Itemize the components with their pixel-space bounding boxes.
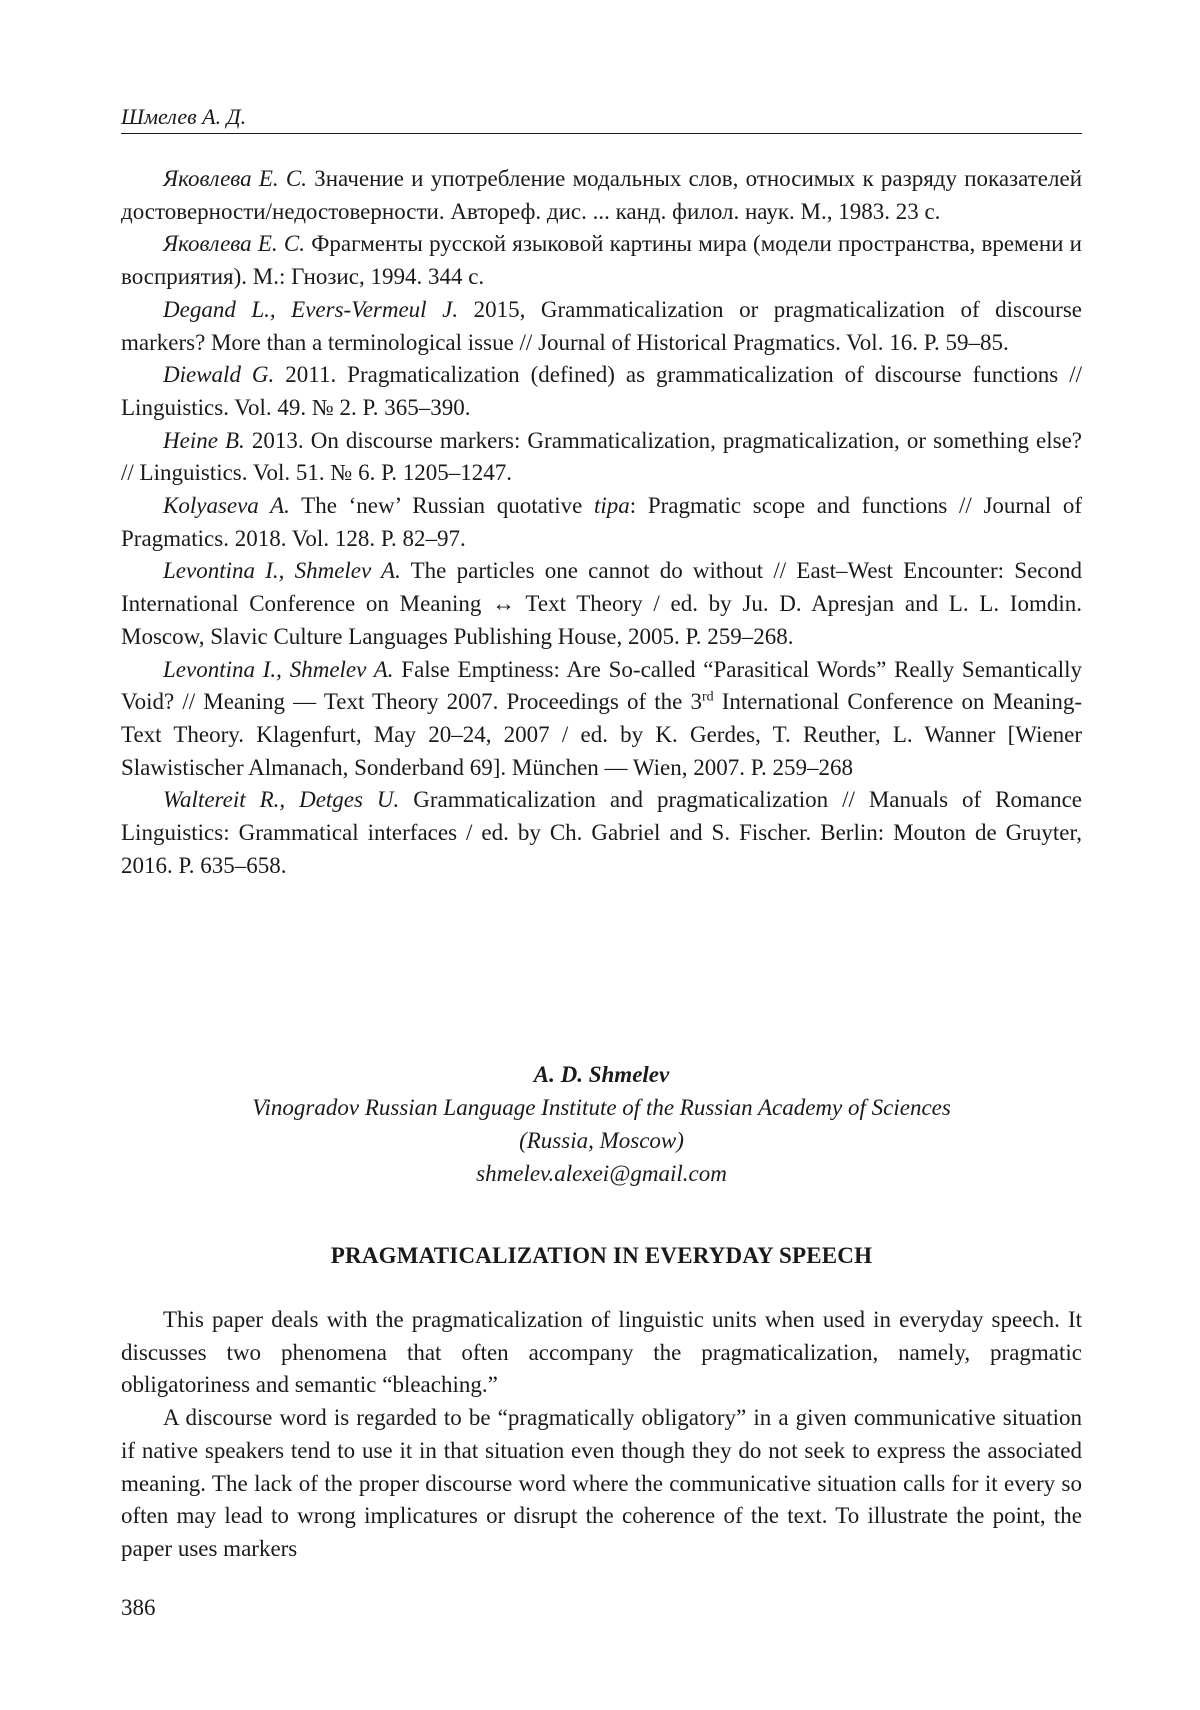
reference-text: False Emptiness: Are So-called “Parasitical Words” Really Semantically Void? // Meaning — Text Theory 2007. Proceedings of the 3 xyxy=(121,656,1082,715)
reference-text: : Pragmatic scope and functions // Journal of Pragmatics. 2018. Vol. 128. P. 82–97. xyxy=(121,493,1082,551)
reference-author: Levontina I., Shmelev A. xyxy=(163,656,394,682)
author-email: shmelev.alexei@gmail.com xyxy=(476,1161,727,1186)
reference-author: Degand L., Evers-Vermeul J. xyxy=(163,296,459,322)
reference-author: Levontina I., Shmelev A. xyxy=(163,558,401,584)
author-affiliation: Vinogradov Russian Language Institute of the Russian Academy of Sciences xyxy=(252,1095,951,1120)
reference-author: Яковлева Е. С. xyxy=(163,166,307,191)
reference-text: The ‘new’ Russian quotative xyxy=(289,493,594,519)
reference-item xyxy=(121,228,1082,293)
abstract-paragraph: This paper deals with the pragmaticalization of linguistic units when used in everyday speech. It discusses two phenomena that often accompany the pragmaticalization, namely, pragmatic obligatoriness and semantic “bleaching.” xyxy=(121,1307,1082,1398)
reference-text: Значение и употребление модальных слов, относимых к разряду показателей достоверности/недостоверности. Автореф. дис. ... канд. филол. наук. М., 1983. 23 с. xyxy=(121,166,1083,224)
reference-author: Kolyaseva A. xyxy=(163,493,290,519)
author-location: (Russia, Moscow) xyxy=(519,1128,684,1153)
author-name: A. D. Shmelev xyxy=(533,1062,670,1087)
article-title: PRAGMATICALIZATION IN EVERYDAY SPEECH xyxy=(330,1243,873,1268)
reference-text: 2015, Grammaticalization or pragmaticalization of discourse markers? More than a terminological issue // Journal of Historical Pragmatics. Vol. 16. P. 59–85. xyxy=(121,296,1083,355)
running-head: Шмелев А. Д. xyxy=(121,104,247,129)
reference-superscript: rd xyxy=(701,689,714,705)
reference-item xyxy=(121,359,1082,424)
reference-list xyxy=(121,163,1082,882)
reference-item xyxy=(121,784,1082,882)
reference-item xyxy=(121,425,1082,490)
reference-text: International Conference on Meaning-Text Theory. Klagenfurt, May 20–24, 2007 / ed. by K. Gerdes, T. Reuther, L. Wanner [Wiener Slawistischer Almanach, Sonderband 69]. München — Wien, 2007. P. 259–268 xyxy=(121,689,1082,780)
reference-item xyxy=(121,555,1082,653)
abstract-paragraph: A discourse word is regarded to be “pragmatically obligatory” in a given communicative situation if native speakers tend to use it in that situation even though they do not seek to express the associated meaning. The lack of the proper discourse word where the communicative situation calls for it every so often may lead to wrong implicatures or disrupt the coherence of the text. To illustrate the point, the paper uses markers xyxy=(121,1405,1082,1561)
reference-text: 2013. On discourse markers: Grammaticalization, pragmaticalization, or something else? // Linguistics. Vol. 51. № 6. P. 1205–1247. xyxy=(121,427,1083,486)
reference-text: Фрагменты русской языковой картины мира (модели пространства, времени и восприятия). М.: Гнозис, 1994. 344 с. xyxy=(121,231,1082,290)
reference-author: Waltereit R., Detges U. xyxy=(163,787,400,813)
header-rule xyxy=(121,133,1082,134)
reference-text: Grammaticalization and pragmaticalization // Manuals of Romance Linguistics: Grammatical interfaces / ed. by Ch. Gabriel and S. Fischer. Berlin: Mouton de Gruyter, 2016. P. 635–658. xyxy=(121,787,1082,878)
page-number: 386 xyxy=(121,1595,156,1620)
reference-item xyxy=(121,654,1082,785)
reference-item xyxy=(121,163,1082,228)
reference-italic-term: tipa xyxy=(593,493,630,519)
reference-author: Diewald G. xyxy=(163,362,275,388)
author-block xyxy=(121,1058,1082,1190)
reference-item xyxy=(121,490,1082,555)
reference-author: Heine B. xyxy=(163,427,245,453)
reference-author: Яковлева Е. С. xyxy=(163,231,305,257)
reference-item xyxy=(121,294,1082,359)
abstract xyxy=(121,1304,1082,1566)
reference-text: 2011. Pragmaticalization (defined) as grammaticalization of discourse functions // Linguistics. Vol. 49. № 2. P. 365–390. xyxy=(121,362,1082,420)
reference-text: The particles one cannot do without // East–West Encounter: Second International Conference on Meaning ↔ Text Theory / ed. by Ju. D. Apresjan and L. L. Iomdin. Moscow, Slavic Culture Languages Publishing House, 2005. P. 259–268. xyxy=(121,558,1082,649)
